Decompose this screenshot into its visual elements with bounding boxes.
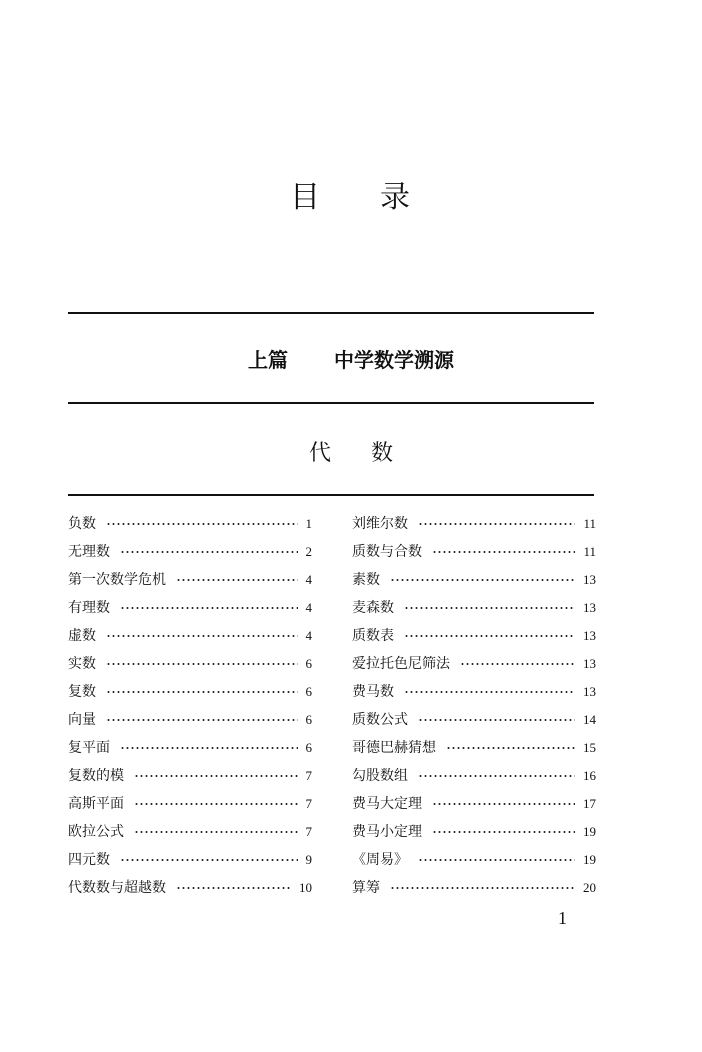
toc-entry-title: 爱拉托色尼筛法 <box>352 656 450 672</box>
toc-entry[interactable] <box>68 734 312 762</box>
toc-entry-title: 素数 <box>352 572 380 588</box>
toc-entry-page: 15 <box>583 740 596 755</box>
toc-entry[interactable] <box>352 818 596 846</box>
toc-entry-title: 复平面 <box>68 740 110 756</box>
toc-entry[interactable] <box>352 566 596 594</box>
toc-entry-title: 负数 <box>68 516 96 532</box>
dot-leader <box>390 883 575 893</box>
toc-entry-page: 13 <box>583 628 596 643</box>
part-title: 中学数学溯源 <box>334 348 454 372</box>
part-label: 上篇 <box>248 348 288 372</box>
toc-entry[interactable] <box>352 846 596 874</box>
toc-entry[interactable] <box>68 706 312 734</box>
toc-entry[interactable] <box>352 678 596 706</box>
toc-entry-page: 2 <box>305 544 312 559</box>
toc-entry-page: 1 <box>305 516 312 531</box>
toc-entry[interactable] <box>352 706 596 734</box>
toc-column-left <box>68 510 312 902</box>
dot-leader <box>460 659 575 669</box>
dot-leader <box>120 603 298 613</box>
toc-entry-title: 复数的模 <box>68 768 124 784</box>
toc-entry-title: 刘维尔数 <box>352 516 408 532</box>
dot-leader <box>432 827 575 837</box>
toc-entry-page: 11 <box>583 544 596 559</box>
toc-entry-title: 质数表 <box>352 628 394 644</box>
toc-entry-page: 7 <box>305 796 312 811</box>
toc-entry-title: 欧拉公式 <box>68 824 124 840</box>
toc-entry-title: 无理数 <box>68 544 110 560</box>
toc-entry-page: 13 <box>583 572 596 587</box>
toc-entry-title: 麦森数 <box>352 600 394 616</box>
toc-entry[interactable] <box>68 650 312 678</box>
dot-leader <box>404 631 575 641</box>
toc-entry-title: 第一次数学危机 <box>68 572 166 588</box>
toc-entry-page: 7 <box>305 768 312 783</box>
page-title <box>0 172 702 216</box>
dot-leader <box>106 715 298 725</box>
toc-entry-page: 6 <box>305 712 312 727</box>
dot-leader <box>446 743 575 753</box>
toc-entry[interactable] <box>68 566 312 594</box>
toc-entry-page: 6 <box>305 656 312 671</box>
dot-leader <box>432 799 575 809</box>
toc-entry[interactable] <box>352 594 596 622</box>
toc-entry[interactable] <box>68 622 312 650</box>
dot-leader <box>120 743 298 753</box>
toc-entry[interactable] <box>68 538 312 566</box>
toc-entry-page: 20 <box>583 880 596 895</box>
toc-entry[interactable] <box>352 650 596 678</box>
toc-entry-page: 9 <box>305 852 312 867</box>
dot-leader <box>134 799 298 809</box>
toc-entry-title: 费马小定理 <box>352 824 422 840</box>
toc-entry-page: 13 <box>583 600 596 615</box>
dot-leader <box>432 547 575 557</box>
dot-leader <box>106 519 298 529</box>
toc-entry-title: 费马数 <box>352 684 394 700</box>
toc-entry-page: 13 <box>583 684 596 699</box>
toc-entry-page: 17 <box>583 796 596 811</box>
toc-entry-page: 16 <box>583 768 596 783</box>
toc-entry-page: 19 <box>583 852 596 867</box>
toc-entry-title: 哥德巴赫猜想 <box>352 740 436 756</box>
toc-entry-title: 向量 <box>68 712 96 728</box>
divider-bottom <box>68 494 594 496</box>
toc-column-right <box>352 510 596 902</box>
toc-entry[interactable] <box>68 762 312 790</box>
dot-leader <box>176 575 298 585</box>
dot-leader <box>134 827 298 837</box>
toc-entry-page: 4 <box>305 628 312 643</box>
dot-leader <box>120 855 298 865</box>
toc-entry-title: 质数公式 <box>352 712 408 728</box>
toc-entry-title: 复数 <box>68 684 96 700</box>
toc-entry[interactable] <box>68 678 312 706</box>
toc-entry-page: 6 <box>305 684 312 699</box>
toc-entry-title: 实数 <box>68 656 96 672</box>
part-heading <box>0 344 702 373</box>
dot-leader <box>418 519 575 529</box>
dot-leader <box>106 687 298 697</box>
toc-entry-title: 算筹 <box>352 880 380 896</box>
toc-entry-title: 虚数 <box>68 628 96 644</box>
toc-entry[interactable] <box>352 874 596 902</box>
toc-entry-page: 13 <box>583 656 596 671</box>
toc-entry-page: 7 <box>305 824 312 839</box>
toc-entry[interactable] <box>352 734 596 762</box>
toc-entry[interactable] <box>352 538 596 566</box>
toc-entry-title: 勾股数组 <box>352 768 408 784</box>
toc-entry-page: 11 <box>583 516 596 531</box>
dot-leader <box>418 771 575 781</box>
section-heading-char-2: 数 <box>371 441 394 466</box>
section-heading-char-1: 代 <box>308 441 331 466</box>
dot-leader <box>390 575 575 585</box>
toc-entry-page: 6 <box>305 740 312 755</box>
toc-entry-page: 10 <box>299 880 312 895</box>
dot-leader <box>418 715 575 725</box>
dot-leader <box>120 547 298 557</box>
toc-entry-title: 有理数 <box>68 600 110 616</box>
toc-entry[interactable] <box>352 622 596 650</box>
toc-entry-title: 四元数 <box>68 852 110 868</box>
toc-entry-page: 14 <box>583 712 596 727</box>
divider-middle <box>68 402 594 404</box>
section-heading <box>0 436 702 467</box>
toc-entry[interactable] <box>352 790 596 818</box>
toc-entry[interactable] <box>68 874 312 902</box>
dot-leader <box>404 687 575 697</box>
toc-entry[interactable] <box>68 594 312 622</box>
toc-entry[interactable] <box>68 790 312 818</box>
toc-entry-page: 19 <box>583 824 596 839</box>
dot-leader <box>106 631 298 641</box>
dot-leader <box>176 883 291 893</box>
toc-entry-title: 代数数与超越数 <box>68 880 166 896</box>
dot-leader <box>404 603 575 613</box>
divider-top <box>68 312 594 314</box>
toc-entry-title: 费马大定理 <box>352 796 422 812</box>
toc-entry[interactable] <box>352 762 596 790</box>
toc-entry-title: 质数与合数 <box>352 544 422 560</box>
toc-entry[interactable] <box>68 510 312 538</box>
toc-entry[interactable] <box>68 846 312 874</box>
toc-entry-title: 高斯平面 <box>68 796 124 812</box>
toc-entry-page: 4 <box>305 600 312 615</box>
toc-entry-page: 4 <box>305 572 312 587</box>
dot-leader <box>418 855 575 865</box>
dot-leader <box>134 771 298 781</box>
toc-entry[interactable] <box>352 510 596 538</box>
page-number: 1 <box>558 908 567 928</box>
toc-entry-title: 《周易》 <box>352 852 408 868</box>
page-title-char-2: 录 <box>380 180 412 215</box>
dot-leader <box>106 659 298 669</box>
page-title-char-1: 目 <box>290 180 322 215</box>
toc-entry[interactable] <box>68 818 312 846</box>
